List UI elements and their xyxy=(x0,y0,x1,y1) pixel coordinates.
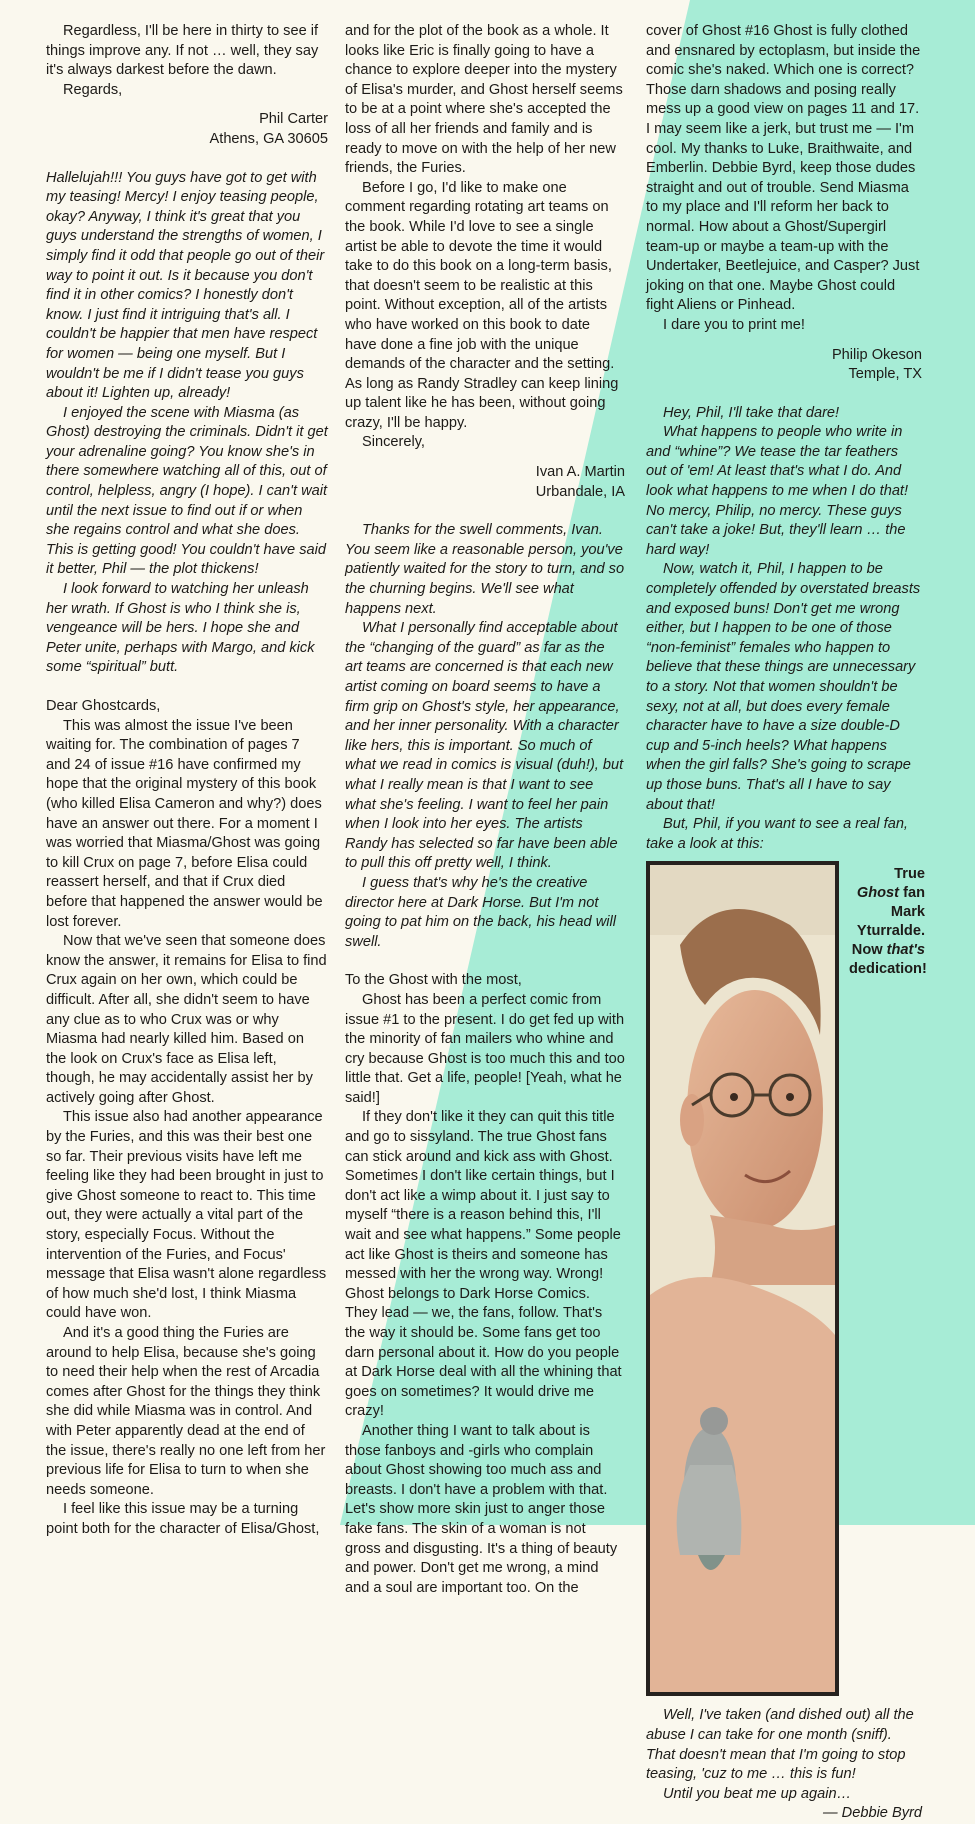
signature-location: Athens, GA 30605 xyxy=(209,130,328,147)
letter-paragraph: Another thing I want to talk about is those fanboys and -girls who complain about Ghost showing too much ass and breasts. I don't have a problem with that. Let's show more skin just to anger those fake fans. The skin of a woman is not gross and disgusting. It's a thing of beauty and power. Don't get me wrong, a mind and a soul are important too. On the xyxy=(345,1422,618,1596)
letter-closing: I dare you to print me! xyxy=(663,316,805,333)
letter-paragraph: Ghost has been a perfect comic from issue #1 to the present. I do get fed up with the minority of fan mailers who whine and cry because Ghost is too much this and too little that. Get a life, people! [Yeah, what he said!] xyxy=(345,991,625,1106)
letter-paragraph: This was almost the issue I've been waiting for. The combination of pages 7 and 24 of issue #16 have confirmed my hope that the original mystery of this book (who killed Elisa Cameron and why?) does have an answer out there. For a moment I was worried that Miasma/Ghost was going to kill Crux on page 7, before Elisa could reassert herself, and that if Crux died before that happened the answer would be lost forever. xyxy=(46,717,323,930)
editor-reply-paragraph: I look forward to watching her unleash her wrath. If Ghost is who I think she is, vengeance will be hers. I hope she and Peter unite, perhaps with Margo, and kick some “spiritual” butt. xyxy=(46,581,315,676)
editor-closing-paragraph: Well, I've taken (and dished out) all the abuse I can take for one month (sniff). That doesn't mean that I'm going to stop teasing, 'cuz to me … this is fun! xyxy=(646,1707,914,1783)
letter-paragraph: If they don't like it they can quit this title and go to sissyland. The true Ghost fans can stick around and kick ass with Ghost. Sometimes I don't like certain things, but I don't act like a wimp about it. I just say to myself “there is a reason behind this, I'll wait and see what happens.” Some people act like Ghost is theirs and someone has messed with her the wrong way. Wrong! Ghost belongs to Dark Horse Comics. They lead — we, the fans, follow. That's the way it should be. Some fans get too darn personal about it. How do you people at Dark Horse deal with all the whining that goes on sometimes? It would drive me crazy! xyxy=(345,1109,622,1420)
column-1 xyxy=(46,22,328,1540)
letter-closing: Sincerely, xyxy=(362,434,425,451)
editor-closing-paragraph: Until you beat me up again… xyxy=(663,1785,852,1802)
letter-salutation: To the Ghost with the most, xyxy=(345,972,522,989)
fan-portrait-illustration xyxy=(650,865,835,1692)
editor-reply-paragraph: Hey, Phil, I'll take that dare! xyxy=(663,404,840,421)
letter-salutation: Dear Ghostcards, xyxy=(46,698,161,714)
editor-reply-paragraph: What happens to people who write in and “whine”? We tease the tar feathers out of 'em! At least that's what I do. And look what happens to me when I do that! No mercy, Philip, no mercy. These guys can't take a joke! But, they'll learn … the hard way! xyxy=(646,424,909,558)
letter-paragraph: And it's a good thing the Furies are around to help Elisa, because she's going to need their help when the rest of Arcadia comes after Ghost for the things they think she did while Miasma was in control. And with Peter apparently dead at the end of the issue, there's really no one left from her previous life for Elisa to turn to when she needs someone. xyxy=(46,1325,326,1498)
editor-reply-paragraph: Thanks for the swell comments, Ivan. You seem like a reasonable person, you've patiently waited for the story to turn, and so the churning begins. We'll see what happens next. xyxy=(345,522,625,617)
editor-reply-paragraph: Hallelujah!!! You guys have got to get with my teasing! Mercy! I enjoy teasing people, okay? Anyway, I think it's great that you guys understand the strengths of women, I simply find it odd that people go out of their way to point it out. Is it because you don't find it in other comics? I honestly don't know. I just find it intriguing that's all. I couldn't be happier that men have respect for women — being one myself. But I wouldn't be me if I didn't tease you guys about it! Lighten up, already! xyxy=(46,169,325,402)
letter-paragraph: Now that we've seen that someone does know the answer, it remains for Elisa to find Crux again on her own, which could be difficult. After all, she didn't seem to have any clue as to who Crux was or why Miasma had nearly killed him. Based on the look on Crux's face as Elisa left, though, he may accidentally assist her by actively going after Ghost. xyxy=(46,933,327,1106)
editor-reply-paragraph: Now, watch it, Phil, I happen to be completely offended by overstated breasts and exposed buns! Don't get me wrong either, but I happen to be one of those “non-feminist” females who happen to believe that these things are unnecessary to a story. Not that women shouldn't be sexy, not at all, but does every female character have to have a size double-D cup and 5-inch heels? What happens when the girl falls? She's going to scrape up those buns. That's all I have to say about that! xyxy=(646,561,921,813)
fan-photo-block xyxy=(646,861,927,1696)
fan-photo xyxy=(646,861,839,1696)
letter-paragraph: cover of Ghost #16 Ghost is fully clothed and ensnared by ectoplasm, but inside the comic she's naked. Which one is correct? Those darn shadows and posing really mess up a good view on pages 11 and 17. I may seem like a jerk, but trust me — I'm cool. My thanks to Luke, Braithwaite, and Emberlin. Debbie Byrd, keep those dudes straight and out of trouble. Send Miasma to my place and I'll reform her back to normal. How about a Ghost/Supergirl team-up or maybe a team-up with the Undertaker, Beetlejuice, and Casper? Just joking on that one. Maybe Ghost could fight Aliens or Pinhead. xyxy=(646,23,921,314)
letter1-text: Regardless, I'll be here in thirty to see if things improve any. If not … well, they say it's always darkest before the dawn. xyxy=(46,23,319,79)
photo-caption: True Ghost fan Mark Yturralde. Now that's dedication! xyxy=(849,866,927,978)
signature-location: Urbandale, IA xyxy=(535,483,625,500)
column-3 xyxy=(646,22,927,1824)
signature-name: Ivan A. Martin xyxy=(535,464,625,481)
editor-reply-paragraph: But, Phil, if you want to see a real fan, take a look at this: xyxy=(646,816,908,852)
signature-location: Temple, TX xyxy=(848,366,922,383)
signature-name: Philip Okeson xyxy=(831,346,922,363)
editor-reply-paragraph: I guess that's why he's the creative director here at Dark Horse. But I'm not going to pat him on the back, his head will swell. xyxy=(345,874,616,950)
letter-paragraph: and for the plot of the book as a whole. It looks like Eric is finally going to have a chance to explore deeper into the mystery of Elisa's murder, and Ghost herself seems to be at a point where she's accepted the loss of all her friends and family and is ready to move on with the help of her new friends, the Furies. xyxy=(345,23,623,177)
letter-paragraph: Before I go, I'd like to make one comment regarding rotating art teams on the book. While I'd love to see a single artist be able to devote the time it would take to do this book on a long-term basis, that doesn't seem to be realistic at this point. Without exception, all of the artists who have worked on this book to date have done a fine job with the unique demands of the character and the setting. As long as Randy Stradley can keep lining up talent like he has been, without going crazy, I'll be happy. xyxy=(345,179,619,431)
letter1-closing: Regards, xyxy=(63,81,123,98)
letter-paragraph: This issue also had another appearance by the Furies, and this was their best one so far. Their previous visits have left me feeling like they had been brought in just to give Ghost someone to react to. This time out, they were actually a vital part of the story, especially Focus. Without the intervention of the Furies, and Focus' message that Elisa wasn't alone regardless of how much she'd lost, I think Miasma could have won. xyxy=(46,1109,327,1322)
editor-signature: — Debbie Byrd xyxy=(823,1805,922,1822)
signature-name: Phil Carter xyxy=(259,111,328,128)
letter-paragraph: I feel like this issue may be a turning point both for the character of Elisa/Ghost, xyxy=(46,1501,320,1537)
editor-reply-paragraph: I enjoyed the scene with Miasma (as Ghost) destroying the criminals. Didn't it get your adrenaline going? You know she's in there somewhere watching all of this, out of control, helpless, angry (I hope). I can't wait until the next issue to find out if or when she regains control and what she does. This is getting good! You couldn't have said it better, Phil — the plot thickens! xyxy=(46,404,328,578)
editor-reply-paragraph: What I personally find acceptable about the “changing of the guard” as far as the art teams are concerned is that each new artist coming on board seems to have a firm grip on Ghost's style, her appearance, and her inner personality. With a character like hers, this is important. So much of what we read in comics is visual (duh!), but what I really mean is that I want to see what she's feeling. I want to feel her pain when I look into her eyes. The artists Randy has selected so far have been able to pull this off pretty well, I think. xyxy=(345,620,624,872)
column-2 xyxy=(345,22,625,1598)
